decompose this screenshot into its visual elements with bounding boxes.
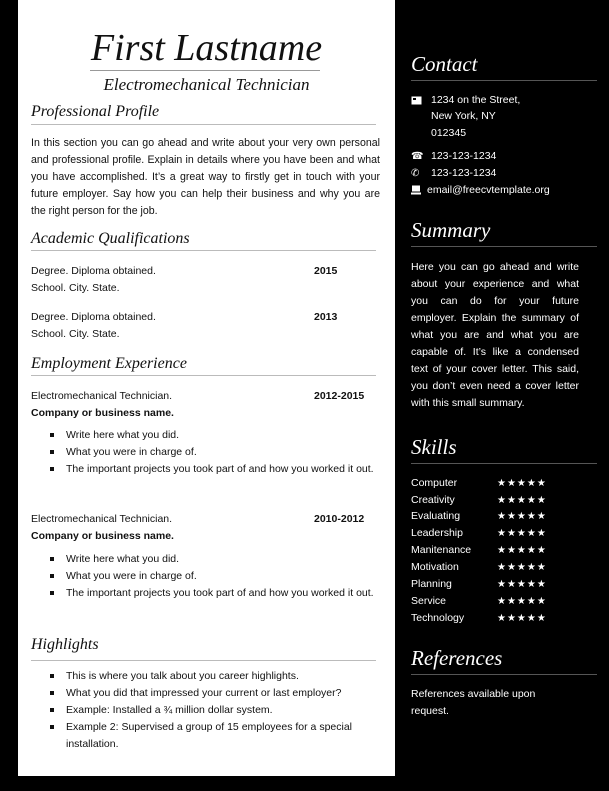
- address-line: 1234 on the Street,: [431, 94, 521, 106]
- job-title-line: Electromechanical Technician.: [31, 513, 173, 525]
- list-item: [31, 444, 376, 461]
- bullet-icon: [50, 708, 54, 712]
- education-year: 2013: [314, 311, 338, 323]
- skill-rating-stars: ★★★★★: [497, 511, 547, 522]
- duty-text: What you were in charge of.: [66, 446, 197, 458]
- education-divider: [31, 250, 376, 251]
- job-duties-list: [31, 427, 376, 478]
- list-item: [31, 685, 376, 702]
- highlight-text: This is where you talk about you career highlights.: [66, 670, 299, 682]
- education-heading: Academic Qualifications: [31, 230, 190, 247]
- list-item: [31, 568, 376, 585]
- profile-heading: Professional Profile: [31, 103, 160, 120]
- bullet-icon: [50, 725, 54, 729]
- contact-divider: [411, 80, 597, 81]
- name-divider: [90, 70, 320, 71]
- job-title: Electromechanical Technician: [103, 75, 310, 94]
- duty-text: Write here what you did.: [66, 553, 180, 565]
- skill-name: Manitenance: [411, 544, 472, 556]
- bullet-icon: [50, 574, 54, 578]
- list-item: [31, 702, 376, 719]
- list-item: [31, 668, 376, 685]
- skill-row: [411, 525, 601, 542]
- highlights-divider: [31, 660, 376, 661]
- list-item: [31, 551, 376, 568]
- skill-rating-stars: ★★★★★: [497, 613, 547, 624]
- skill-rating-stars: ★★★★★: [497, 495, 547, 506]
- bullet-icon: [50, 691, 54, 695]
- list-item: [31, 427, 376, 444]
- highlights-heading: Highlights: [31, 636, 99, 653]
- skill-rating-stars: ★★★★★: [497, 528, 547, 539]
- highlights-list: [31, 668, 376, 753]
- education-degree: Degree. Diploma obtained.: [31, 311, 156, 323]
- duty-text: Write here what you did.: [66, 429, 180, 441]
- education-school: School. City. State.: [31, 282, 120, 294]
- job-duties-list: [31, 551, 376, 602]
- bullet-icon: [50, 674, 54, 678]
- skills-heading: Skills: [411, 435, 457, 459]
- resume-sidebar: [395, 0, 609, 791]
- computer-icon: [411, 182, 421, 199]
- skill-rating-stars: ★★★★★: [497, 562, 547, 573]
- bullet-icon: [50, 557, 54, 561]
- skill-row: [411, 610, 601, 627]
- highlight-text: Example 2: Supervised a group of 15 employees for a special installation.: [66, 721, 352, 750]
- bullet-icon: [50, 450, 54, 454]
- mobile-number: 123-123-1234: [431, 167, 497, 179]
- list-item: [31, 719, 376, 753]
- skill-rating-stars: ★★★★★: [497, 579, 547, 590]
- references-divider: [411, 674, 597, 675]
- skill-row: [411, 492, 601, 509]
- skills-divider: [411, 463, 597, 464]
- skill-row: [411, 576, 601, 593]
- skill-row: [411, 593, 601, 610]
- job-years: 2010-2012: [314, 513, 365, 525]
- mobile-icon: ✆: [411, 168, 420, 179]
- list-item: [31, 461, 376, 478]
- skill-name: Creativity: [411, 494, 455, 506]
- skill-row: [411, 542, 601, 559]
- skill-name: Computer: [411, 477, 458, 489]
- bullet-icon: [50, 433, 54, 437]
- job-company: Company or business name.: [31, 530, 174, 542]
- skill-name: Technology: [411, 612, 465, 624]
- duty-text: The important projects you took part of and how you worked it out.: [66, 463, 374, 475]
- summary-heading: Summary: [411, 218, 491, 242]
- profile-divider: [31, 124, 376, 125]
- education-school: School. City. State.: [31, 328, 120, 340]
- education-year: 2015: [314, 265, 338, 277]
- contact-heading: Contact: [411, 52, 478, 76]
- references-heading: References: [411, 646, 503, 670]
- skill-rating-stars: ★★★★★: [497, 545, 547, 556]
- list-item: [31, 585, 376, 602]
- experience-heading: Employment Experience: [31, 355, 187, 372]
- skill-name: Evaluating: [411, 510, 461, 522]
- phone-number: 123-123-1234: [431, 150, 497, 162]
- skill-name: Planning: [411, 578, 452, 590]
- bullet-icon: [50, 467, 54, 471]
- summary-divider: [411, 246, 597, 247]
- experience-divider: [31, 375, 376, 376]
- job-title-line: Electromechanical Technician.: [31, 390, 173, 402]
- education-degree: Degree. Diploma obtained.: [31, 265, 156, 277]
- skill-name: Motivation: [411, 561, 459, 573]
- address-line: 012345: [431, 127, 467, 139]
- bullet-icon: [50, 591, 54, 595]
- skill-rating-stars: ★★★★★: [497, 596, 547, 607]
- references-text: request.: [411, 705, 449, 717]
- phone-icon: ☎: [411, 151, 424, 162]
- skill-name: Leadership: [411, 527, 463, 539]
- references-text: References available upon: [411, 688, 536, 700]
- skill-row: [411, 475, 601, 492]
- duty-text: What you were in charge of.: [66, 570, 197, 582]
- skill-row: [411, 559, 601, 576]
- skill-rating-stars: ★★★★★: [497, 478, 547, 489]
- duty-text: The important projects you took part of and how you worked it out.: [66, 587, 374, 599]
- address-line: New York, NY: [431, 110, 496, 122]
- candidate-name: First Lastname: [90, 27, 323, 69]
- job-company: Company or business name.: [31, 407, 174, 419]
- skill-row: [411, 508, 601, 525]
- highlight-text: Example: Installed a ¾ million dollar system.: [66, 704, 273, 716]
- summary-text: Here you can go ahead and write about your experience and what you can do for your future employer. Explain the summary of what you are and what you are capable of. It’s like a condensed text of your cover letter. This said, you don’t even need a cover letter with this small summary.: [411, 261, 579, 409]
- highlight-text: What you did that impressed your current or last employer?: [66, 687, 342, 699]
- envelope-icon: [411, 92, 422, 109]
- profile-text: In this section you can go ahead and write about your very own personal and professional profile. Explain in details where you have been and what you have accomplished. It’s a great way to firstly get in touch with your future employer. Say how you can help their business and why you are the right person for the job.: [31, 137, 380, 217]
- email-link[interactable]: email@freecvtemplate.org: [427, 184, 550, 196]
- job-years: 2012-2015: [314, 390, 365, 402]
- resume-main-column: [18, 0, 395, 776]
- skill-name: Service: [411, 595, 447, 607]
